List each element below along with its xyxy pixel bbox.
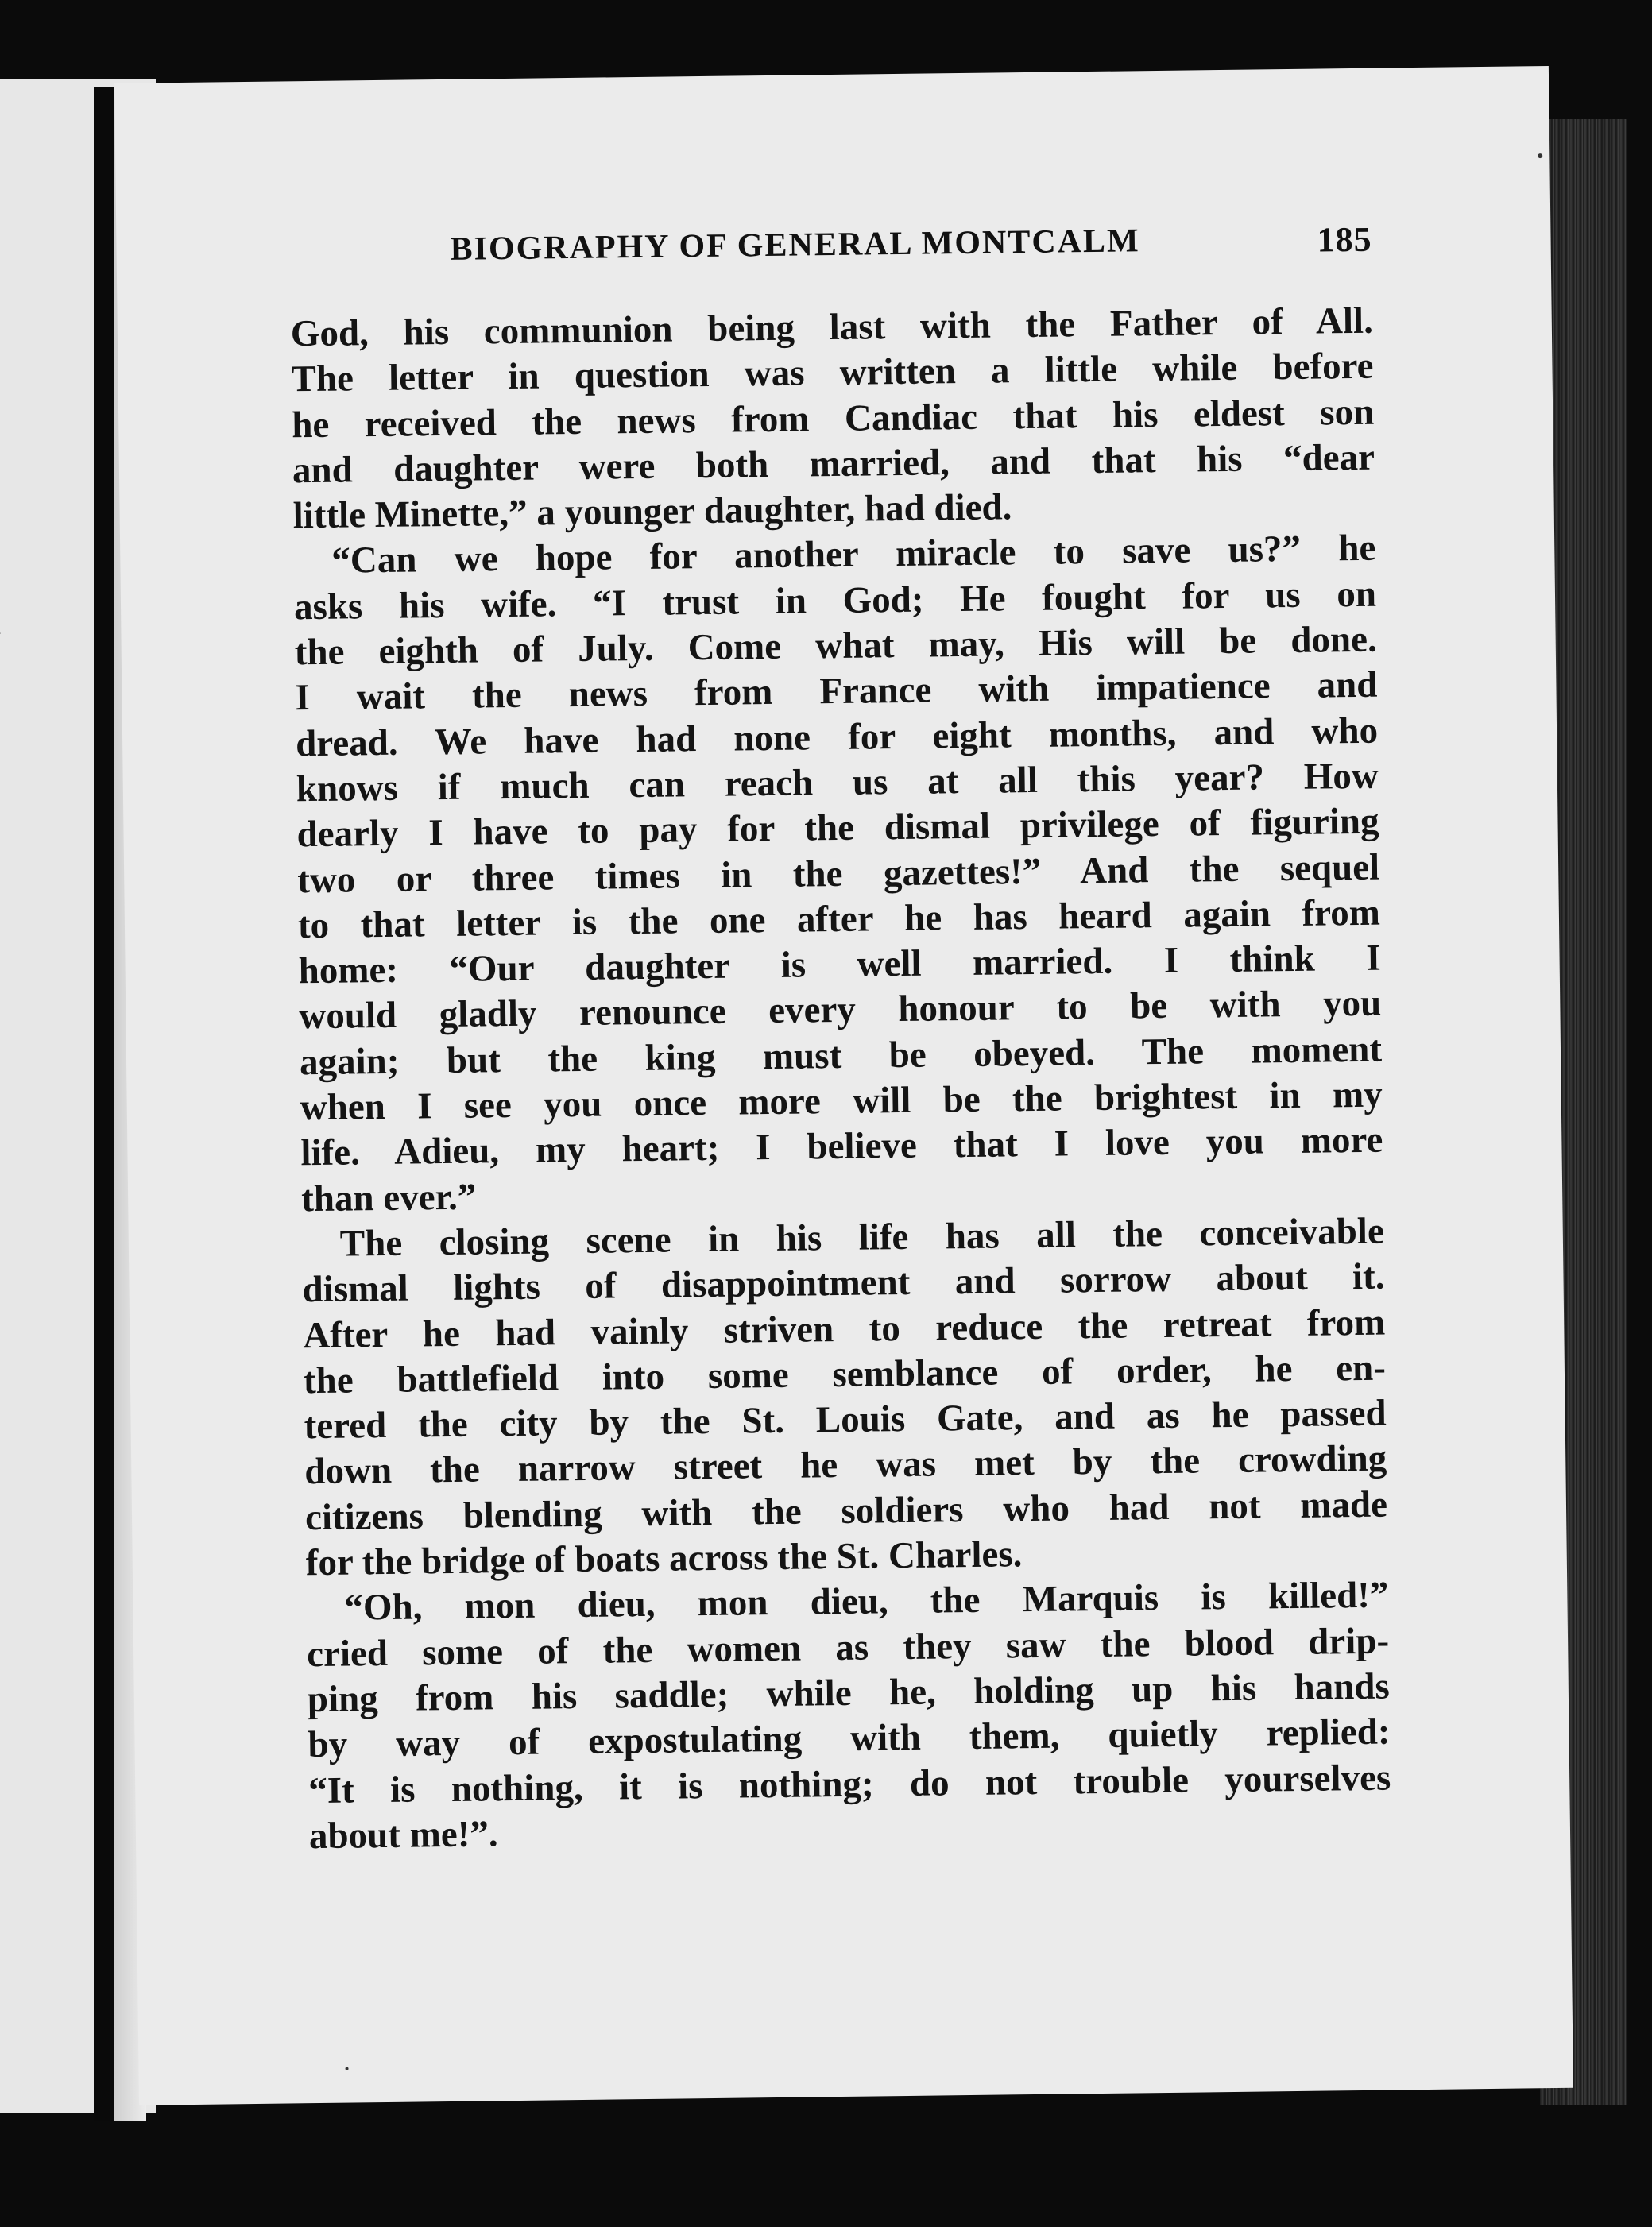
- book-page: [114, 66, 1573, 2105]
- text-line: asks his wife. “I trust in God; He fought for us on: [293, 573, 1377, 628]
- text-line: and daughter were both married, and that his “dear: [292, 436, 1375, 492]
- text-line: the battlefield into some semblance of order, he en-: [303, 1347, 1387, 1402]
- text-line: The letter in question was written a little while before: [291, 345, 1374, 400]
- left-page-fragment: [0, 381, 14, 425]
- text-line: for the bridge of boats across the St. Charles.: [305, 1533, 1023, 1584]
- text-line: dearly I have to pay for the dismal privilege of figuring: [296, 800, 1379, 856]
- text-line: tered the city by the St. Louis Gate, and as he passed: [304, 1392, 1387, 1448]
- left-page-fragments: [0, 381, 14, 731]
- binding-gutter: [94, 87, 114, 2121]
- text-line: about me!”.: [308, 1813, 498, 1857]
- text-line: life. Adieu, my heart; I believe that I love you more: [300, 1119, 1383, 1174]
- text-line: cried some of the women as they saw the blood drip-: [306, 1620, 1390, 1675]
- text-line: by way of expostulating with them, quietly replied:: [308, 1711, 1391, 1766]
- running-head: [450, 219, 1372, 271]
- page-number: 185: [1317, 219, 1372, 260]
- dust-speck: [346, 2067, 349, 2070]
- text-line: would gladly renounce every honour to be with you: [299, 983, 1382, 1038]
- text-line: I wait the news from France with impatience and: [295, 664, 1378, 719]
- left-page-fragment: [0, 556, 14, 600]
- left-page-fragment: [0, 425, 14, 469]
- text-line: The closing scene in his life has all the conceivable: [339, 1210, 1385, 1265]
- text-line: knows if much can reach us at all this year? How: [296, 755, 1379, 810]
- text-line: “Can we hope for another miracle to save us?” he: [331, 528, 1376, 582]
- text-line: than ever.”: [300, 1176, 477, 1220]
- text-line: home: “Our daughter is well married. I think I: [298, 937, 1381, 992]
- text-line: the eighth of July. Come what may, His will be done.: [294, 618, 1377, 674]
- text-line: when I see you once more will be the brightest in my: [300, 1073, 1383, 1129]
- text-line: to that letter is the one after he has heard again from: [297, 891, 1381, 947]
- text-line: little Minette,” a younger daughter, had died.: [292, 486, 1012, 537]
- text-line: he received the news from Candiac that his eldest son: [291, 391, 1375, 446]
- body-text: [291, 299, 1392, 1860]
- dust-speck: [1538, 153, 1542, 158]
- text-line: “Oh, mon dieu, mon dieu, the Marquis is killed!”: [344, 1574, 1389, 1629]
- text-line: dread. We have had none for eight months, and who: [295, 709, 1379, 764]
- text-line: “It is nothing, it is nothing; do not trouble yourselves: [308, 1757, 1391, 1811]
- text-line: After he had vainly striven to reduce the retreat from: [302, 1301, 1386, 1356]
- text-line: down the narrow street he was met by the crowding: [304, 1437, 1387, 1493]
- text-line: God, his communion being last with the Father of All.: [290, 300, 1374, 355]
- text-line: ping from his saddle; while he, holding up his hands: [307, 1665, 1391, 1721]
- left-page-fragment: [0, 469, 14, 512]
- left-page-fragment: [0, 600, 14, 644]
- text-line: citizens blending with the soldiers who had not made: [304, 1483, 1388, 1538]
- text-line: two or three times in the gazettes!” And the sequel: [296, 846, 1380, 901]
- text-line: dismal lights of disappointment and sorrow about it.: [302, 1255, 1385, 1311]
- left-page-fragment: [0, 687, 14, 731]
- running-title: BIOGRAPHY OF GENERAL MONTCALM: [450, 222, 1140, 268]
- text-line: again; but the king must be obeyed. The moment: [299, 1028, 1383, 1083]
- left-page-fragment: [0, 644, 14, 687]
- left-page-fragment: [0, 512, 14, 556]
